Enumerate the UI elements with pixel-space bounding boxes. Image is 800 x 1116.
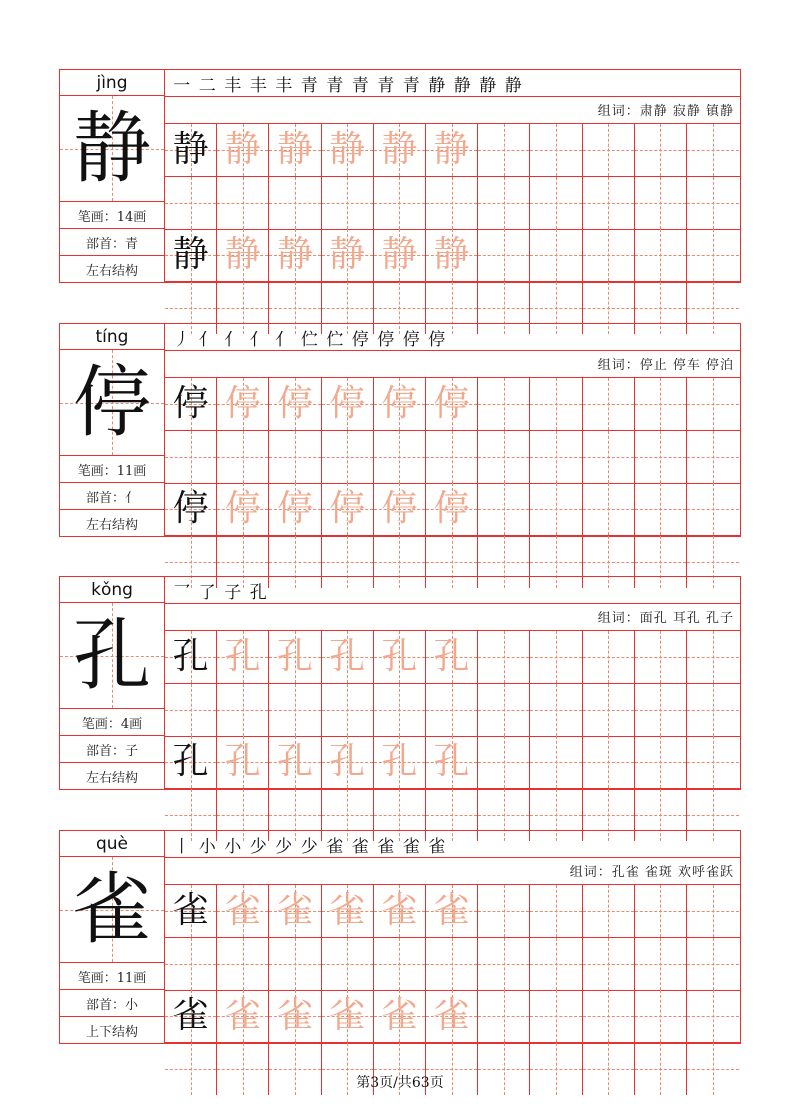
- stroke-count: 笔画：11画: [60, 963, 164, 990]
- practice-cell[interactable]: [322, 483, 374, 535]
- practice-cell[interactable]: [322, 885, 374, 937]
- trace-char: 雀: [329, 995, 366, 1036]
- pinyin: jìng: [60, 70, 164, 96]
- stroke-step: 青: [326, 75, 344, 96]
- practice-cell[interactable]: [478, 938, 530, 990]
- trace-char: 停: [381, 488, 418, 529]
- practice-cell[interactable]: [530, 736, 582, 788]
- stroke-step: 亻: [249, 329, 267, 350]
- trace-char: 雀: [276, 995, 313, 1036]
- practice-row: [165, 990, 740, 1043]
- practice-cell[interactable]: [530, 684, 582, 736]
- practice-cell[interactable]: [269, 177, 321, 229]
- trace-char: 静: [276, 129, 313, 170]
- practice-cell[interactable]: [426, 736, 478, 788]
- stroke-step: 丰: [249, 75, 267, 96]
- practice-cell[interactable]: [269, 378, 321, 430]
- practice-cell[interactable]: [687, 177, 739, 229]
- trace-char: 静: [224, 234, 261, 275]
- practice-cell[interactable]: [583, 483, 635, 535]
- practice-cell[interactable]: [426, 229, 478, 281]
- practice-cell[interactable]: [687, 885, 739, 937]
- trace-char: 停: [329, 383, 366, 424]
- practice-cell[interactable]: [374, 990, 426, 1042]
- practice-cell[interactable]: [217, 124, 269, 176]
- practice-cell[interactable]: [165, 124, 217, 176]
- practice-cell[interactable]: [374, 885, 426, 937]
- stroke-step: 一: [173, 75, 191, 96]
- trace-char: 孔: [276, 636, 313, 677]
- page-footer: 第3页/共63页: [356, 1075, 444, 1091]
- stroke-step: 青: [351, 75, 369, 96]
- practice-cell[interactable]: [217, 631, 269, 683]
- practice-cell[interactable]: [530, 229, 582, 281]
- practice-cell[interactable]: [322, 229, 374, 281]
- big-char: 停: [72, 357, 151, 448]
- model-char: 停: [172, 488, 209, 529]
- stroke-count: 笔画：4画: [60, 709, 164, 736]
- practice-cell[interactable]: [269, 684, 321, 736]
- char-info-column: [60, 70, 165, 282]
- practice-cell[interactable]: [322, 736, 374, 788]
- practice-cell[interactable]: [322, 378, 374, 430]
- trace-char: 雀: [433, 890, 470, 931]
- big-char: 静: [72, 103, 151, 194]
- trace-char: 停: [224, 488, 261, 529]
- trace-char: 静: [329, 234, 366, 275]
- pinyin: què: [60, 831, 164, 857]
- stroke-step: 伫: [326, 329, 344, 350]
- practice-cell[interactable]: [530, 631, 582, 683]
- practice-cell[interactable]: [322, 631, 374, 683]
- practice-cell[interactable]: [374, 124, 426, 176]
- stroke-step: 雀: [402, 836, 420, 857]
- stroke-step: 亻: [224, 329, 242, 350]
- practice-cell[interactable]: [635, 885, 687, 937]
- practice-cell[interactable]: [217, 431, 269, 483]
- stroke-order: [165, 70, 740, 96]
- practice-cell[interactable]: [687, 631, 739, 683]
- trace-char: 停: [276, 383, 313, 424]
- practice-cell[interactable]: [478, 378, 530, 430]
- practice-cell[interactable]: [635, 177, 687, 229]
- radical: 部首：小: [60, 990, 164, 1017]
- practice-cell[interactable]: [583, 990, 635, 1042]
- stroke-step: 青: [300, 75, 318, 96]
- blank-row: [165, 177, 740, 230]
- practice-cell[interactable]: [635, 736, 687, 788]
- stroke-step: 丰: [224, 75, 242, 96]
- practice-cell[interactable]: [374, 631, 426, 683]
- trace-char: 雀: [276, 890, 313, 931]
- character-card: [59, 323, 741, 537]
- structure: 左右结构: [85, 771, 138, 786]
- stroke-step: 亻: [275, 329, 293, 350]
- practice-cell[interactable]: [530, 124, 582, 176]
- practice-cell[interactable]: [269, 431, 321, 483]
- trace-char: 停: [433, 488, 470, 529]
- big-char-box: [60, 857, 164, 963]
- practice-cell[interactable]: [583, 124, 635, 176]
- practice-cell[interactable]: [217, 990, 269, 1042]
- stroke-step: 青: [402, 75, 420, 96]
- practice-cell[interactable]: [583, 684, 635, 736]
- trace-char: 雀: [329, 890, 366, 931]
- practice-cell[interactable]: [322, 684, 374, 736]
- practice-cell[interactable]: [478, 431, 530, 483]
- stroke-step: 丨: [173, 836, 191, 857]
- practice-cell[interactable]: [374, 938, 426, 990]
- practice-cell[interactable]: [269, 885, 321, 937]
- model-char: 孔: [172, 636, 209, 677]
- stroke-order: [165, 324, 740, 350]
- pinyin: tíng: [60, 324, 164, 350]
- character-card: [59, 830, 741, 1044]
- practice-cell[interactable]: [478, 736, 530, 788]
- trace-char: 孔: [329, 741, 366, 782]
- practice-cell[interactable]: [635, 483, 687, 535]
- radical: 部首：子: [60, 736, 164, 763]
- char-info-column: [60, 577, 165, 789]
- practice-cell[interactable]: [635, 431, 687, 483]
- practice-cell[interactable]: [635, 124, 687, 176]
- practice-cell[interactable]: [478, 990, 530, 1042]
- trace-char: 孔: [276, 741, 313, 782]
- practice-row: [165, 885, 740, 938]
- practice-cell[interactable]: [426, 990, 478, 1042]
- stroke-step: 丰: [275, 75, 293, 96]
- practice-cell[interactable]: [687, 483, 739, 535]
- practice-cell[interactable]: [217, 736, 269, 788]
- stroke-step: 了: [198, 582, 216, 603]
- practice-cell[interactable]: [478, 229, 530, 281]
- model-char: 静: [172, 234, 209, 275]
- practice-row: [165, 124, 740, 177]
- practice-row: [165, 483, 740, 536]
- stroke-step: 停: [377, 329, 395, 350]
- trace-char: 停: [381, 383, 418, 424]
- big-char-box: [60, 350, 164, 456]
- practice-cell[interactable]: [426, 431, 478, 483]
- stroke-step: 雀: [326, 836, 344, 857]
- practice-cell[interactable]: [269, 483, 321, 535]
- trace-char: 静: [433, 234, 470, 275]
- big-char-box: [60, 603, 164, 709]
- practice-cell[interactable]: [165, 483, 217, 535]
- practice-cell[interactable]: [269, 938, 321, 990]
- practice-cell[interactable]: [269, 124, 321, 176]
- practice-cell[interactable]: [583, 938, 635, 990]
- radical: 部首：青: [60, 229, 164, 256]
- practice-row: [165, 229, 740, 282]
- practice-cell[interactable]: [635, 229, 687, 281]
- practice-cell[interactable]: [374, 431, 426, 483]
- trace-char: 雀: [381, 890, 418, 931]
- practice-cell[interactable]: [635, 938, 687, 990]
- practice-cell[interactable]: [165, 177, 217, 229]
- practice-row: [165, 378, 740, 431]
- practice-cell[interactable]: [426, 684, 478, 736]
- practice-cell[interactable]: [374, 229, 426, 281]
- practice-cell[interactable]: [478, 631, 530, 683]
- trace-char: 孔: [381, 741, 418, 782]
- stroke-step: 雀: [377, 836, 395, 857]
- trace-char: 停: [433, 383, 470, 424]
- stroke-step: 乛: [173, 582, 191, 603]
- model-char: 停: [172, 383, 209, 424]
- trace-char: 雀: [433, 995, 470, 1036]
- practice-cell[interactable]: [687, 431, 739, 483]
- practice-cell[interactable]: [165, 431, 217, 483]
- word-examples: 组词：孔雀 雀斑 欢呼雀跃: [165, 857, 740, 885]
- stroke-count: 笔画：14画: [60, 202, 164, 229]
- structure: 左右结构: [85, 518, 138, 533]
- char-info-column: [60, 324, 165, 536]
- practice-cell[interactable]: [530, 378, 582, 430]
- stroke-step: 孔: [249, 582, 267, 603]
- practice-cell[interactable]: [478, 177, 530, 229]
- practice-cell[interactable]: [269, 631, 321, 683]
- practice-cell[interactable]: [269, 990, 321, 1042]
- practice-cell[interactable]: [426, 938, 478, 990]
- stroke-step: 小: [198, 836, 216, 857]
- practice-cell[interactable]: [217, 378, 269, 430]
- practice-cell[interactable]: [583, 885, 635, 937]
- stroke-step: 少: [249, 836, 267, 857]
- word-examples: 组词：面孔 耳孔 孔子: [165, 603, 740, 631]
- practice-cell[interactable]: [583, 431, 635, 483]
- practice-cell[interactable]: [217, 938, 269, 990]
- practice-cell[interactable]: [478, 483, 530, 535]
- practice-cell[interactable]: [426, 177, 478, 229]
- practice-cell[interactable]: [583, 736, 635, 788]
- stroke-step: 雀: [428, 836, 446, 857]
- practice-cell[interactable]: [269, 229, 321, 281]
- trace-char: 孔: [224, 741, 261, 782]
- practice-cell[interactable]: [426, 124, 478, 176]
- trace-char: 停: [224, 383, 261, 424]
- practice-cell[interactable]: [478, 124, 530, 176]
- stroke-step: 静: [479, 75, 497, 96]
- stroke-step: 丿: [173, 329, 191, 350]
- model-char: 孔: [172, 741, 209, 782]
- trace-char: 静: [329, 129, 366, 170]
- practice-cell[interactable]: [687, 736, 739, 788]
- trace-char: 停: [276, 488, 313, 529]
- practice-cell[interactable]: [687, 684, 739, 736]
- practice-cell[interactable]: [426, 483, 478, 535]
- practice-cell[interactable]: [635, 684, 687, 736]
- stroke-step: 少: [300, 836, 318, 857]
- stroke-step: 停: [428, 329, 446, 350]
- stroke-order: [165, 577, 740, 603]
- practice-cell[interactable]: [583, 378, 635, 430]
- char-info-column: [60, 831, 165, 1043]
- practice-cell[interactable]: [530, 990, 582, 1042]
- big-char: 雀: [72, 864, 151, 955]
- stroke-step: 亻: [198, 329, 216, 350]
- radical: 部首：亻: [60, 483, 164, 510]
- practice-cell[interactable]: [530, 483, 582, 535]
- practice-cell[interactable]: [530, 885, 582, 937]
- practice-row: [165, 631, 740, 684]
- practice-cell[interactable]: [217, 177, 269, 229]
- practice-cell[interactable]: [583, 177, 635, 229]
- practice-cell[interactable]: [165, 229, 217, 281]
- stroke-step: 雀: [351, 836, 369, 857]
- blank-row: [165, 938, 740, 991]
- practice-cell[interactable]: [687, 990, 739, 1042]
- practice-row: [165, 736, 740, 789]
- practice-cell[interactable]: [687, 378, 739, 430]
- blank-row: [165, 431, 740, 484]
- structure: 上下结构: [85, 1025, 138, 1040]
- trace-char: 静: [276, 234, 313, 275]
- practice-cell[interactable]: [217, 684, 269, 736]
- structure: 左右结构: [85, 264, 138, 279]
- practice-cell[interactable]: [426, 631, 478, 683]
- practice-cell[interactable]: [635, 990, 687, 1042]
- word-examples: 组词：肃静 寂静 镇静: [165, 96, 740, 124]
- practice-cell[interactable]: [165, 990, 217, 1042]
- big-char-box: [60, 96, 164, 202]
- practice-cell[interactable]: [269, 736, 321, 788]
- model-char: 雀: [172, 995, 209, 1036]
- practice-cell[interactable]: [478, 885, 530, 937]
- blank-row: [165, 684, 740, 737]
- practice-cell[interactable]: [217, 229, 269, 281]
- practice-cell[interactable]: [165, 684, 217, 736]
- practice-cell[interactable]: [635, 378, 687, 430]
- stroke-step: 二: [198, 75, 216, 96]
- stroke-step: 子: [224, 582, 242, 603]
- stroke-order: [165, 831, 740, 857]
- practice-cell[interactable]: [687, 229, 739, 281]
- practice-cell[interactable]: [374, 736, 426, 788]
- stroke-step: 停: [402, 329, 420, 350]
- trace-char: 静: [433, 129, 470, 170]
- trace-char: 孔: [433, 741, 470, 782]
- stroke-step: 青: [377, 75, 395, 96]
- practice-cell[interactable]: [374, 177, 426, 229]
- practice-cell[interactable]: [530, 938, 582, 990]
- practice-cell[interactable]: [322, 938, 374, 990]
- stroke-step: 静: [453, 75, 471, 96]
- stroke-step: 伫: [300, 329, 318, 350]
- practice-cell[interactable]: [426, 378, 478, 430]
- trace-char: 静: [224, 129, 261, 170]
- practice-cell[interactable]: [530, 177, 582, 229]
- practice-cell[interactable]: [217, 885, 269, 937]
- practice-cell[interactable]: [583, 631, 635, 683]
- stroke-count: 笔画：11画: [60, 456, 164, 483]
- stroke-step: 小: [224, 836, 242, 857]
- practice-cell[interactable]: [165, 631, 217, 683]
- trace-char: 雀: [224, 995, 261, 1036]
- practice-cell[interactable]: [165, 736, 217, 788]
- practice-cell[interactable]: [530, 431, 582, 483]
- trace-char: 孔: [224, 636, 261, 677]
- character-card: [59, 576, 741, 790]
- practice-cell[interactable]: [426, 885, 478, 937]
- trace-char: 雀: [224, 890, 261, 931]
- practice-cell[interactable]: [165, 885, 217, 937]
- word-examples: 组词：停止 停车 停泊: [165, 350, 740, 378]
- practice-cell[interactable]: [374, 684, 426, 736]
- practice-cell[interactable]: [635, 631, 687, 683]
- character-card: [59, 69, 741, 283]
- trace-char: 孔: [433, 636, 470, 677]
- trace-char: 雀: [381, 995, 418, 1036]
- practice-cell[interactable]: [322, 990, 374, 1042]
- trace-char: 静: [381, 234, 418, 275]
- trace-char: 停: [329, 488, 366, 529]
- model-char: 雀: [172, 890, 209, 931]
- pinyin: kǒng: [60, 577, 164, 603]
- stroke-step: 静: [428, 75, 446, 96]
- trace-char: 孔: [329, 636, 366, 677]
- practice-cell[interactable]: [687, 124, 739, 176]
- practice-cell[interactable]: [217, 483, 269, 535]
- practice-cell[interactable]: [165, 938, 217, 990]
- practice-cell[interactable]: [322, 177, 374, 229]
- stroke-step: 静: [504, 75, 522, 96]
- practice-cell[interactable]: [583, 229, 635, 281]
- practice-cell[interactable]: [165, 378, 217, 430]
- model-char: 静: [172, 129, 209, 170]
- practice-cell[interactable]: [687, 938, 739, 990]
- trace-char: 孔: [381, 636, 418, 677]
- practice-cell[interactable]: [322, 124, 374, 176]
- practice-cell[interactable]: [374, 378, 426, 430]
- stroke-step: 少: [275, 836, 293, 857]
- stroke-step: 停: [351, 329, 369, 350]
- big-char: 孔: [72, 610, 151, 701]
- practice-cell[interactable]: [322, 431, 374, 483]
- practice-cell[interactable]: [374, 483, 426, 535]
- trace-char: 静: [381, 129, 418, 170]
- practice-cell[interactable]: [478, 684, 530, 736]
